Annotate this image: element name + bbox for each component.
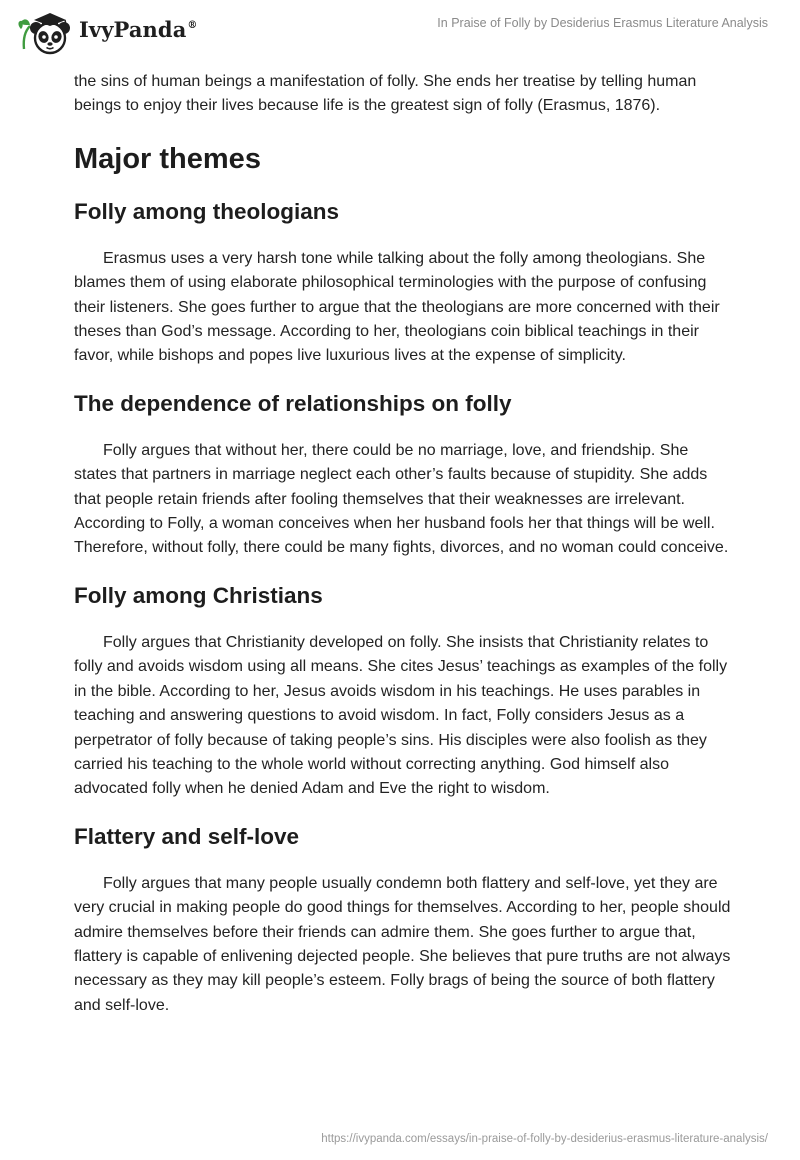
- section-heading-theologians: Folly among theologians: [74, 198, 340, 224]
- essay-content: [74, 70, 734, 1018]
- section-paragraph-christians: Folly argues that Christianity developed on folly. She insists that Christianity relates to folly and avoids wisdom using all means. She cites Jesus’ teachings as examples of the folly in the bible. According to her, Jesus avoids wisdom in his teachings. He uses parables in teaching and answering questions to avoid wisdom. In fact, Folly considers Jesus as a perpetrator of folly because of taking people’s sins. His disciples were also foolish as they carried his teaching to the whole world without correcting anything. God himself also advocated folly when he denied Adam and Eve the right to wisdom.: [74, 633, 728, 798]
- section-heading-christians: Folly among Christians: [74, 582, 323, 608]
- section-heading-flattery: Flattery and self-love: [74, 823, 300, 849]
- source-url[interactable]: https://ivypanda.com/essays/in-praise-of-folly-by-desiderius-erasmus-literature-analysis/: [321, 1133, 768, 1145]
- brand-name[interactable]: [79, 17, 198, 42]
- page-header: [0, 0, 800, 68]
- major-themes-heading: Major themes: [74, 142, 261, 175]
- section-paragraph-theologians: Erasmus uses a very harsh tone while talking about the folly among theologians. She blames them of using elaborate philosophical terminologies with the purpose of confusing their listeners. She goes further to argue that the theologians are more concerned with their theses than God’s message. According to her, theologians coin biblical teachings in their favor, while bishops and popes live luxurious lives at the expense of simplicity.: [74, 249, 720, 365]
- section-heading-relationships: The dependence of relationships on folly: [74, 390, 512, 416]
- brand-text: IvyPanda: [79, 17, 187, 42]
- intro-paragraph: the sins of human beings a manifestation of folly. She ends her treatise by telling human beings to enjoy their lives because life is the greatest sign of folly (Erasmus, 1876).: [74, 73, 697, 115]
- section-paragraph-flattery: Folly argues that many people usually condemn both flattery and self-love, yet they are very crucial in making people do good things for themselves. According to her, people should admire themselves before their friends can admire them. She goes further to argue that, flattery is capable of enlivening dejected people. She believes that pure truths are not always necessary as they may kill people’s esteem. Folly brags of being the source of both flattery and self-love.: [74, 874, 731, 1014]
- ivypanda-logo-icon[interactable]: [14, 9, 72, 55]
- document-title: In Praise of Folly by Desiderius Erasmus Literature Analysis: [437, 16, 768, 30]
- registered-mark: ®: [187, 20, 198, 31]
- section-paragraph-relationships: Folly argues that without her, there could be no marriage, love, and friendship. She states that partners in marriage neglect each other’s faults because of stupidity. She adds that people retain friends after fooling themselves that their weaknesses are irrelevant. According to Folly, a woman conceives when her husband fools her that things will be well. Therefore, without folly, there could be many fights, divorces, and no woman could conceive.: [74, 441, 729, 557]
